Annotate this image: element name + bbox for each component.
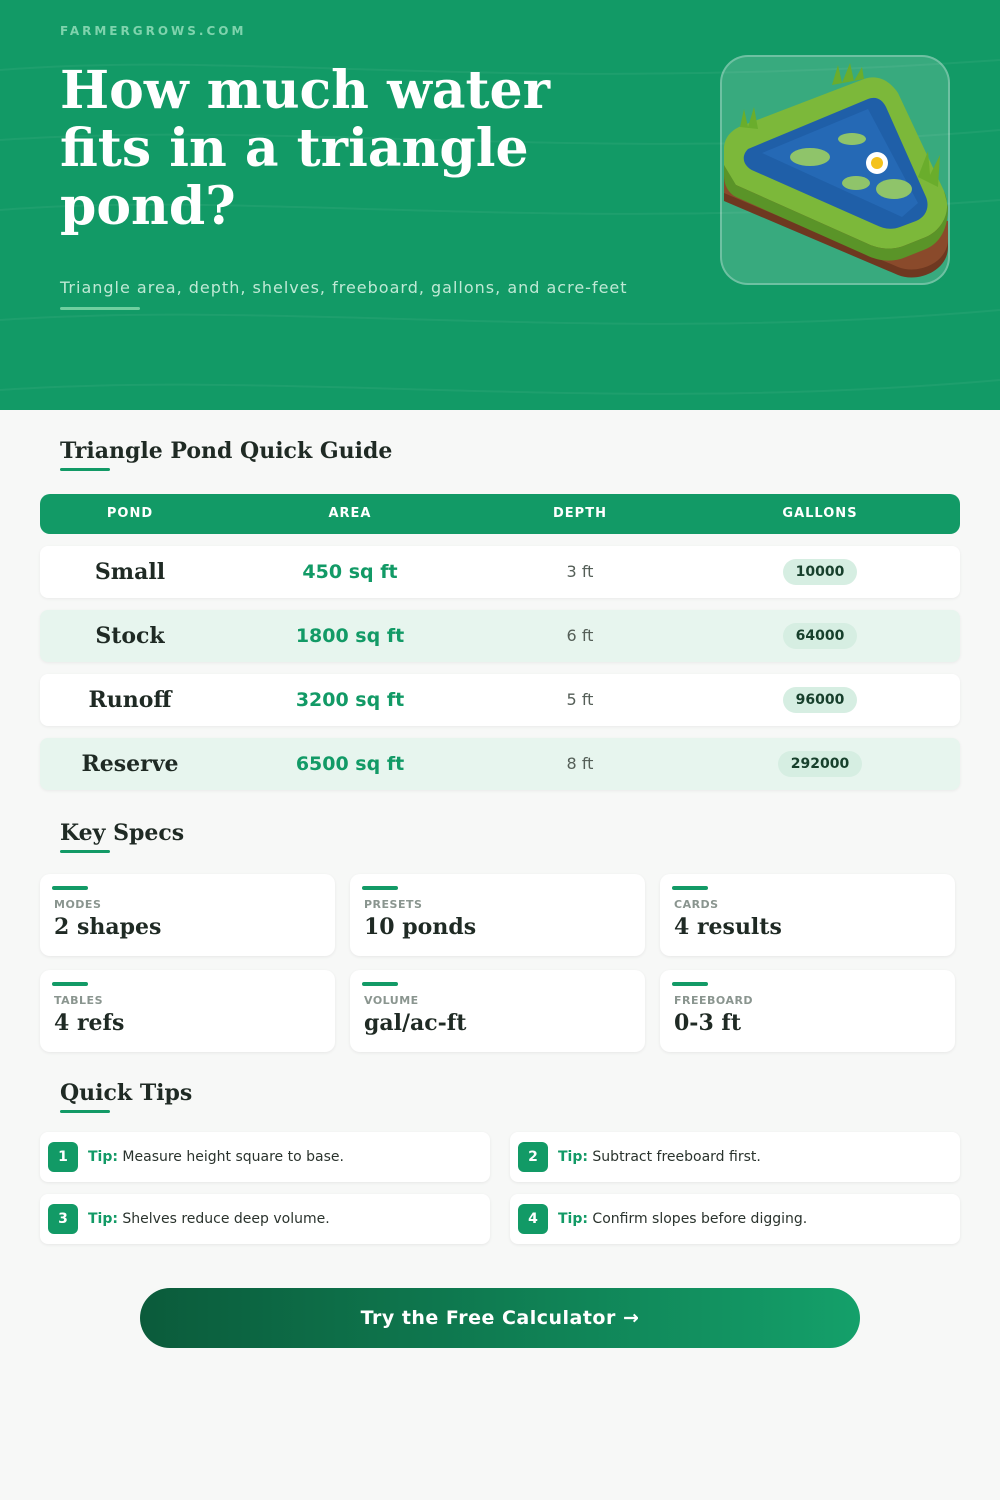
pond-depth: 5 ft	[566, 690, 594, 709]
tip-prefix: Tip:	[88, 1211, 118, 1227]
tip-body: Shelves reduce deep volume.	[122, 1211, 330, 1227]
table-row	[40, 610, 960, 662]
spec-card-modes	[40, 874, 335, 956]
spec-card-volume	[350, 970, 645, 1052]
spec-value: 4 results	[674, 914, 782, 940]
spec-label: VOLUME	[364, 994, 419, 1007]
table-header	[40, 494, 960, 534]
spec-label: CARDS	[674, 898, 719, 911]
spec-value: 4 refs	[54, 1010, 125, 1036]
column-header-gallons: GALLONS	[782, 506, 858, 521]
spec-value: gal/ac-ft	[364, 1010, 467, 1036]
pond-gallons-cell	[700, 546, 940, 598]
card-accent-bar	[52, 886, 88, 890]
column-header-pond: POND	[106, 506, 154, 521]
pond-area: 3200 sq ft	[295, 689, 405, 711]
table-row	[40, 546, 960, 598]
tip-text	[88, 1132, 344, 1182]
spec-label: MODES	[54, 898, 102, 911]
table-row	[40, 674, 960, 726]
card-accent-bar	[362, 982, 398, 986]
spec-card-cards	[660, 874, 955, 956]
tip-text	[558, 1132, 761, 1182]
pond-name: Small	[94, 559, 166, 585]
card-accent-bar	[362, 886, 398, 890]
spec-label: PRESETS	[364, 898, 423, 911]
spec-card-tables	[40, 970, 335, 1052]
pond-gallons-cell	[700, 610, 940, 662]
tips-title-underline	[60, 1110, 110, 1113]
card-accent-bar	[672, 982, 708, 986]
tip-body: Confirm slopes before digging.	[592, 1211, 808, 1227]
gallons-badge: 10000	[783, 559, 858, 585]
hero-art-frame	[720, 55, 950, 285]
spec-label: FREEBOARD	[674, 994, 754, 1007]
spec-card-presets	[350, 874, 645, 956]
gallons-badge: 292000	[778, 751, 862, 777]
triangle-pond-illustration-icon	[722, 57, 948, 283]
card-accent-bar	[672, 886, 708, 890]
pond-gallons-cell	[700, 674, 940, 726]
tip-item	[40, 1194, 490, 1244]
try-calculator-button[interactable]: Try the Free Calculator →	[140, 1288, 860, 1348]
tip-prefix: Tip:	[558, 1149, 588, 1165]
tip-item	[510, 1132, 960, 1182]
tip-number-badge: 1	[48, 1142, 78, 1172]
tip-body: Measure height square to base.	[122, 1149, 344, 1165]
column-header-depth: DEPTH	[553, 506, 607, 521]
hero-header	[0, 0, 1000, 410]
guide-title: Triangle Pond Quick Guide	[60, 438, 393, 464]
tip-prefix: Tip:	[558, 1211, 588, 1227]
tip-body: Subtract freeboard first.	[592, 1149, 761, 1165]
gallons-badge: 64000	[783, 623, 858, 649]
spec-label: TABLES	[54, 994, 103, 1007]
pond-area: 450 sq ft	[302, 561, 398, 583]
tip-text	[558, 1194, 807, 1244]
tip-number-badge: 3	[48, 1204, 78, 1234]
tip-number-badge: 2	[518, 1142, 548, 1172]
guide-title-underline	[60, 468, 110, 471]
page-title: How much water fits in a triangle pond?	[60, 60, 551, 237]
pond-depth: 6 ft	[566, 626, 594, 645]
column-header-area: AREA	[328, 506, 372, 521]
spec-card-freeboard	[660, 970, 955, 1052]
pond-area: 1800 sq ft	[295, 625, 405, 647]
page-subtitle: Triangle area, depth, shelves, freeboard, gallons, and acre-feet	[60, 278, 628, 297]
pond-gallons-cell	[700, 738, 940, 790]
tip-prefix: Tip:	[88, 1149, 118, 1165]
tip-number-badge: 4	[518, 1204, 548, 1234]
brand-name[interactable]: FARMERGROWS.COM	[60, 24, 247, 38]
spec-value: 10 ponds	[364, 914, 477, 940]
gallons-badge: 96000	[783, 687, 858, 713]
spec-value: 2 shapes	[54, 914, 162, 940]
table-row	[40, 738, 960, 790]
subtitle-underline	[60, 307, 140, 310]
tip-item	[40, 1132, 490, 1182]
pond-depth: 8 ft	[566, 754, 594, 773]
pond-name: Runoff	[88, 687, 172, 713]
tip-item	[510, 1194, 960, 1244]
card-accent-bar	[52, 982, 88, 986]
pond-name: Stock	[95, 623, 165, 649]
pond-area: 6500 sq ft	[295, 753, 405, 775]
spec-value: 0-3 ft	[674, 1010, 742, 1036]
pond-depth: 3 ft	[566, 562, 594, 581]
tips-title: Quick Tips	[60, 1080, 193, 1106]
specs-title-underline	[60, 850, 110, 853]
specs-title: Key Specs	[60, 820, 185, 846]
pond-name: Reserve	[81, 751, 179, 777]
tip-text	[88, 1194, 330, 1244]
